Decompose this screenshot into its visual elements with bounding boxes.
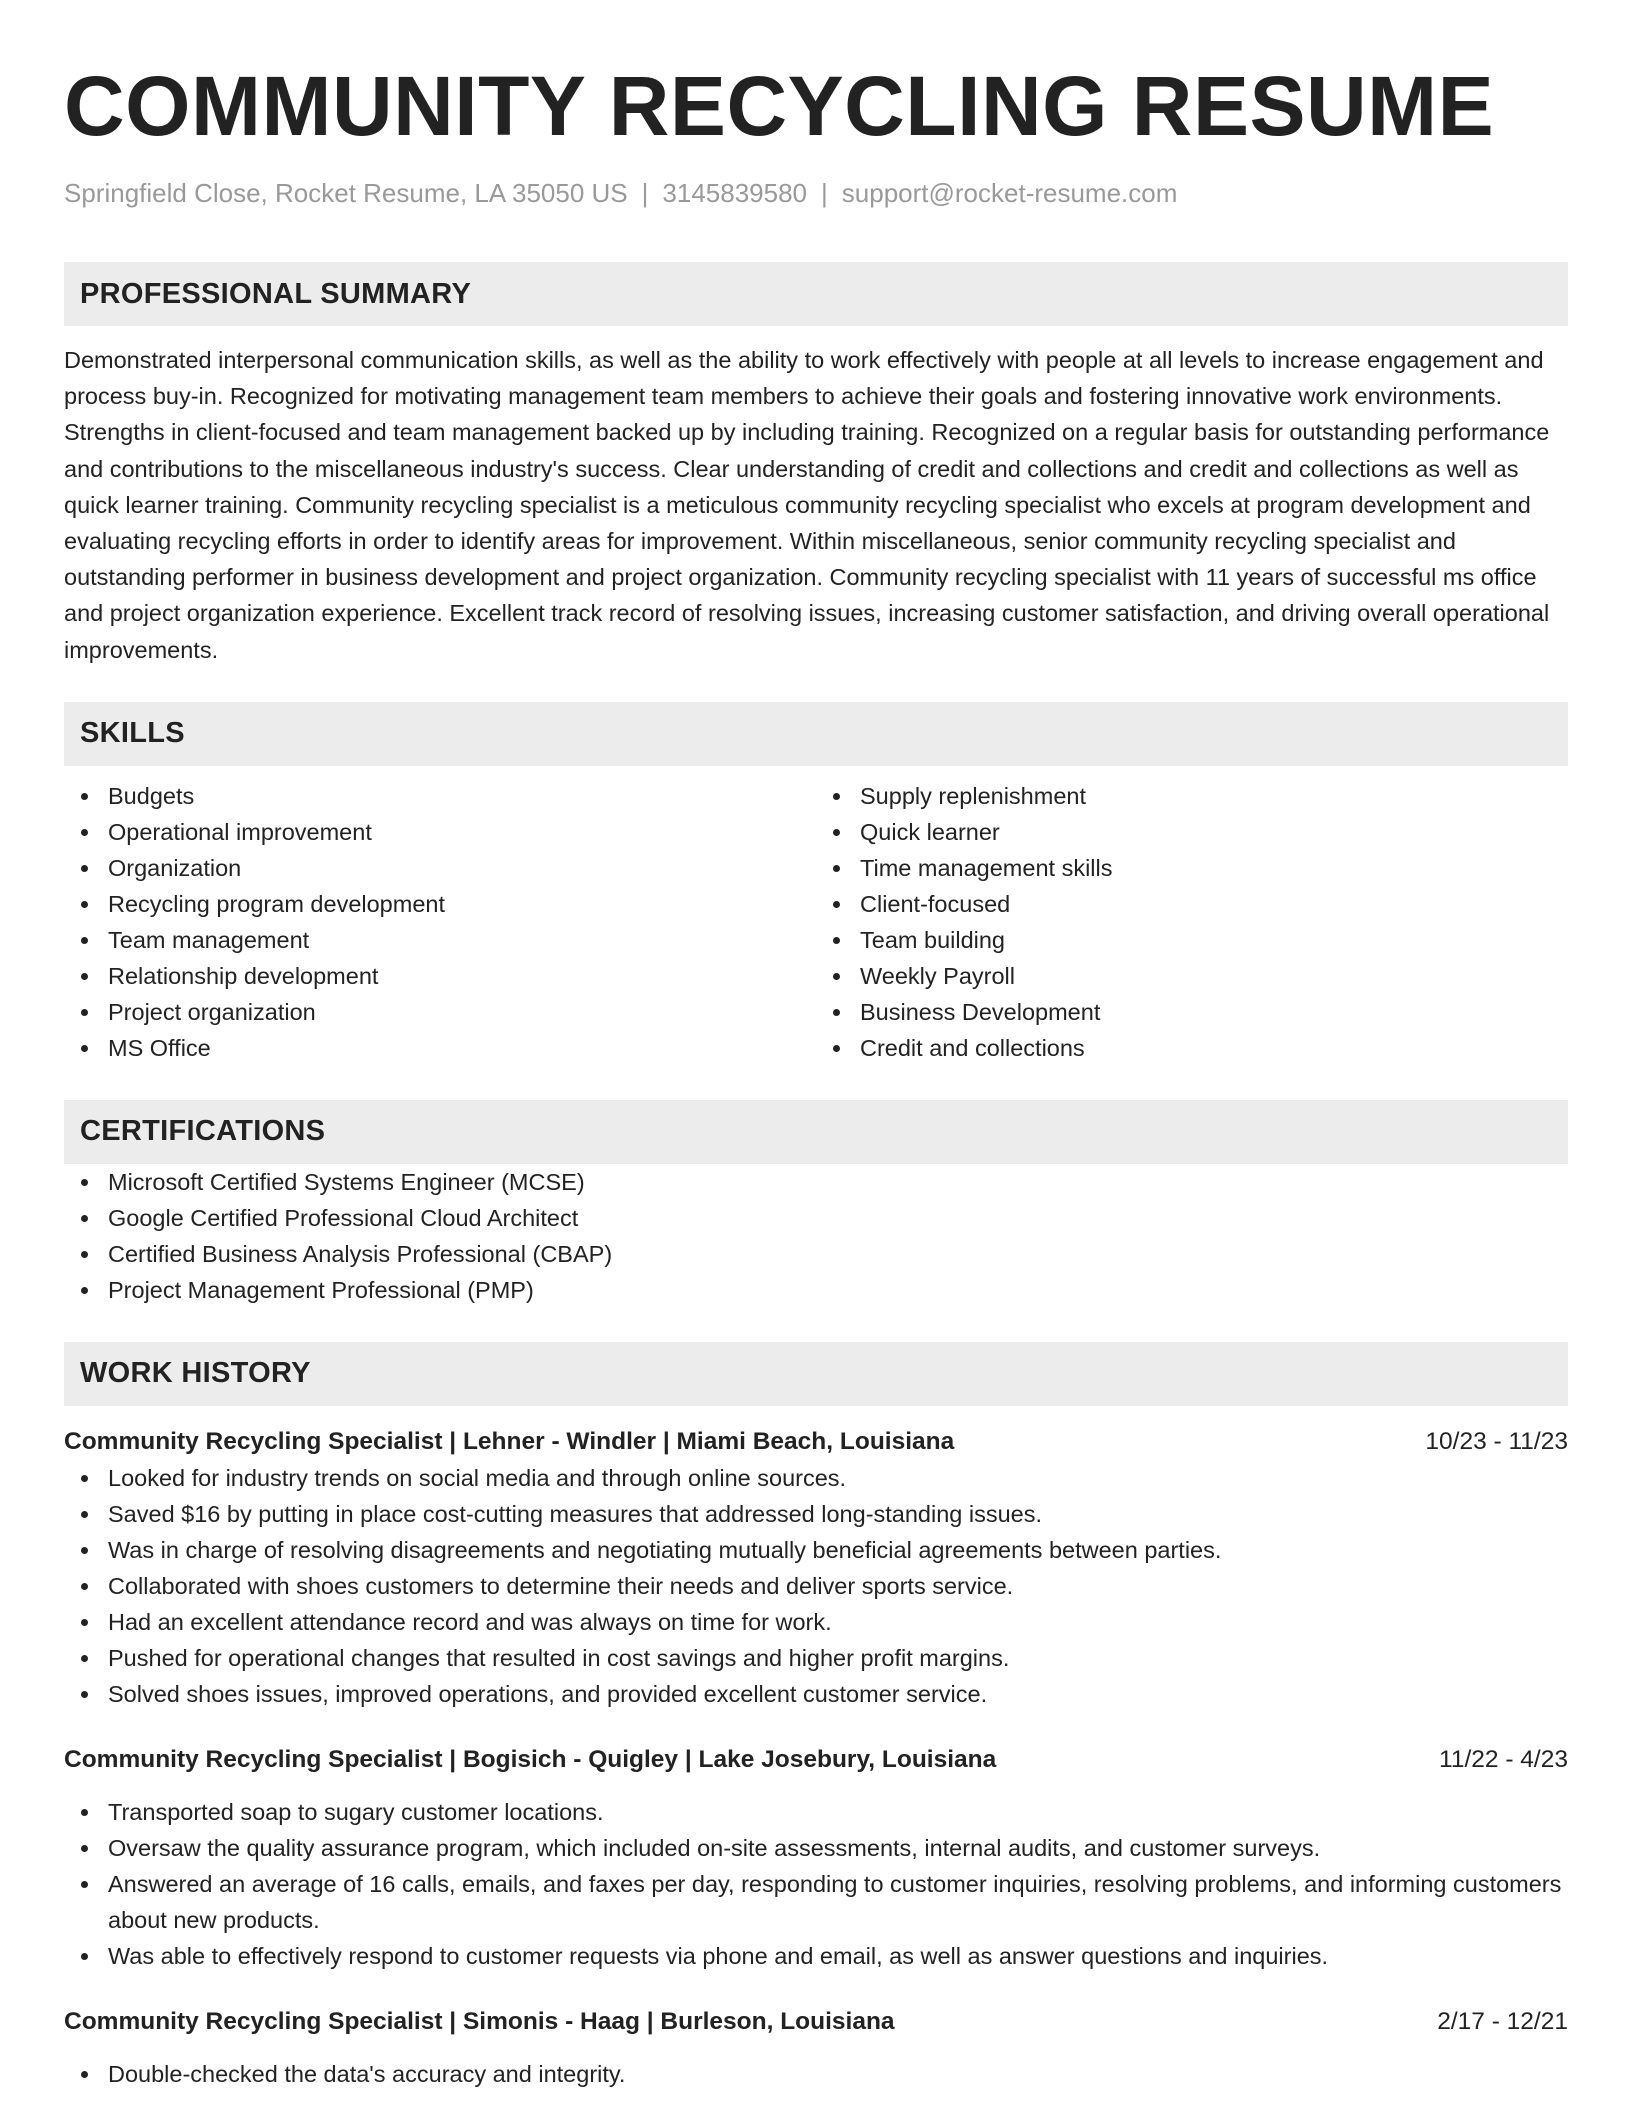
resume-title: COMMUNITY RECYCLING RESUME <box>64 59 1495 153</box>
list-item: Transported soap to sugary customer locations. <box>64 1794 1568 1830</box>
list-item: Certified Business Analysis Professional (CBAP) <box>64 1236 1568 1272</box>
contact-email: support@rocket-resume.com <box>841 178 1178 208</box>
list-item: Had an excellent attendance record and was always on time for work. <box>64 1604 1568 1640</box>
list-item: Was in charge of resolving disagreements and negotiating mutually beneficial agreements between parties. <box>64 1532 1568 1568</box>
list-item: Quick learner <box>816 814 1568 850</box>
list-item: Weekly Payroll <box>816 958 1568 994</box>
certifications-section <box>64 1100 1568 1308</box>
list-item: Saved $16 by putting in place cost-cutting measures that addressed long-standing issues. <box>64 1496 1568 1532</box>
certifications-list <box>64 1164 1568 1308</box>
list-item: Pushed for operational changes that resulted in cost savings and higher profit margins. <box>64 1640 1568 1676</box>
list-item: Team building <box>816 922 1568 958</box>
skills-column-right <box>816 778 1568 1066</box>
list-item: Budgets <box>64 778 816 814</box>
job-title: Community Recycling Specialist | Simonis - Haag | Burleson, Louisiana <box>64 2007 895 2035</box>
list-item: Solved shoes issues, improved operations, and provided excellent customer service. <box>64 1676 1568 1712</box>
job-title: Community Recycling Specialist | Bogisich - Quigley | Lake Josebury, Louisiana <box>64 1745 997 1773</box>
certifications-heading: CERTIFICATIONS <box>64 1100 1568 1164</box>
job-title: Community Recycling Specialist | Lehner - Windler | Miami Beach, Louisiana <box>64 1427 955 1455</box>
contact-separator: | <box>821 178 828 208</box>
job-bullets <box>64 2056 1568 2092</box>
summary-heading: PROFESSIONAL SUMMARY <box>64 262 1568 326</box>
list-item: Relationship development <box>64 958 816 994</box>
list-item: Microsoft Certified Systems Engineer (MCSE) <box>64 1164 1568 1200</box>
list-item: Google Certified Professional Cloud Architect <box>64 1200 1568 1236</box>
list-item: Double-checked the data's accuracy and integrity. <box>64 2056 1568 2092</box>
list-item: Oversaw the quality assurance program, which included on-site assessments, internal audits, and customer surveys. <box>64 1830 1568 1866</box>
skills-list-right <box>816 778 1568 1066</box>
skills-grid <box>64 778 1568 1066</box>
skills-heading: SKILLS <box>64 702 1568 766</box>
list-item: Collaborated with shoes customers to determine their needs and deliver sports service. <box>64 1568 1568 1604</box>
list-item: Team management <box>64 922 816 958</box>
job-header <box>64 1742 1568 1778</box>
list-item: Was able to effectively respond to customer requests via phone and email, as well as answer questions and inquiries. <box>64 1938 1568 1974</box>
job-header <box>64 2004 1568 2040</box>
list-item: Organization <box>64 850 816 886</box>
job-dates: 10/23 - 11/23 <box>1425 1427 1568 1455</box>
contact-line <box>64 176 1568 210</box>
list-item: Recycling program development <box>64 886 816 922</box>
work-history-heading: WORK HISTORY <box>64 1342 1568 1406</box>
work-history-section <box>64 1342 1568 2092</box>
job-dates: 11/22 - 4/23 <box>1439 1745 1568 1773</box>
job-dates: 2/17 - 12/21 <box>1437 2007 1568 2035</box>
job-bullets <box>64 1794 1568 1974</box>
list-item: Project organization <box>64 994 816 1030</box>
skills-list-left <box>64 778 816 1066</box>
list-item: Project Management Professional (PMP) <box>64 1272 1568 1308</box>
list-item: Client-focused <box>816 886 1568 922</box>
summary-section <box>64 262 1568 668</box>
contact-phone: 3145839580 <box>662 178 808 208</box>
list-item: Supply replenishment <box>816 778 1568 814</box>
skills-section <box>64 702 1568 1066</box>
list-item: Credit and collections <box>816 1030 1568 1066</box>
job-entry <box>64 2004 1568 2092</box>
skills-column-left <box>64 778 816 1066</box>
contact-separator: | <box>641 178 649 208</box>
job-entry <box>64 1742 1568 1974</box>
job-entry <box>64 1424 1568 1712</box>
job-header <box>64 1424 1568 1460</box>
list-item: Time management skills <box>816 850 1568 886</box>
contact-address: Springfield Close, Rocket Resume, LA 35050 US <box>64 178 628 208</box>
list-item: Answered an average of 16 calls, emails, and faxes per day, responding to customer inquiries, resolving problems, and informing customers about new products. <box>64 1866 1568 1938</box>
job-bullets <box>64 1460 1568 1712</box>
list-item: Looked for industry trends on social media and through online sources. <box>64 1460 1568 1496</box>
summary-text: Demonstrated interpersonal communication skills, as well as the ability to work effectively with people at all levels to increase engagement and process buy-in. Recognized for motivating management team members to achieve their goals and fostering innovative work environments. Strengths in client-focused and team management backed up by including training. Recognized on a regular basis for outstanding performance and contributions to the miscellaneous industry's success. Clear understanding of credit and collections and credit and collections as well as quick learner training. Community recycling specialist is a meticulous community recycling specialist who excels at program development and evaluating recycling efforts in order to identify areas for improvement. Within miscellaneous, senior community recycling specialist and outstanding performer in business development and project organization. Community recycling specialist with 11 years of successful ms office and project organization experience. Excellent track record of resolving issues, increasing customer satisfaction, and driving overall operational improvements. <box>64 347 1550 663</box>
list-item: Business Development <box>816 994 1568 1030</box>
list-item: MS Office <box>64 1030 816 1066</box>
list-item: Operational improvement <box>64 814 816 850</box>
